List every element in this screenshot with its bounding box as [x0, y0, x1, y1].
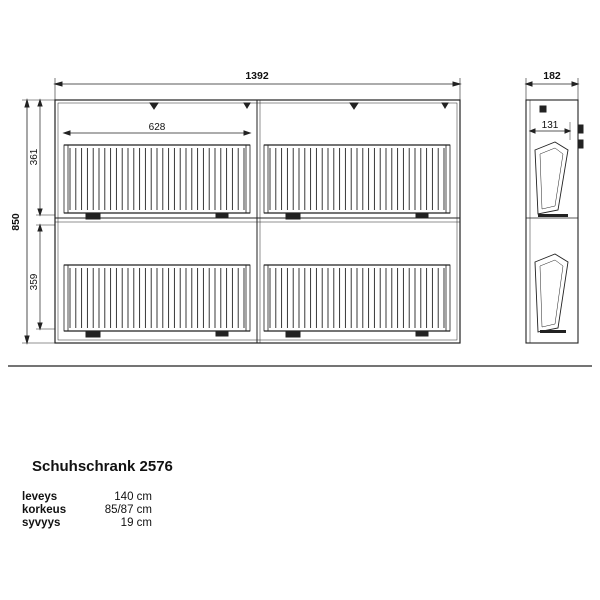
depth-label: 182: [543, 70, 561, 82]
upper-compartment-height-label: 361: [29, 148, 40, 166]
side-view: [526, 78, 583, 343]
shoe-basket: [64, 265, 250, 337]
spec-value: 140 cm: [114, 491, 152, 503]
inner-depth-label: 131: [541, 120, 559, 131]
lower-compartment-height-label: 359: [29, 273, 40, 291]
spec-row-depth: [22, 517, 152, 530]
spec-label: korkeus: [22, 504, 67, 516]
product-specs: [22, 491, 152, 530]
overall-height-label: 850: [10, 213, 22, 231]
spec-label: syvyys: [22, 517, 61, 529]
spec-row-height: [22, 504, 152, 517]
product-title: Schuhschrank 2576: [32, 458, 173, 475]
spec-row-width: [22, 491, 152, 504]
inner-width-label: 628: [148, 122, 166, 133]
spec-value: 19 cm: [120, 517, 152, 529]
spec-value: 85/87 cm: [104, 504, 152, 516]
spec-label: leveys: [22, 491, 58, 503]
shoe-basket: [264, 265, 450, 337]
shoe-basket: [264, 145, 450, 219]
shoe-basket: [64, 145, 250, 219]
overall-width-label: 1392: [245, 70, 269, 82]
